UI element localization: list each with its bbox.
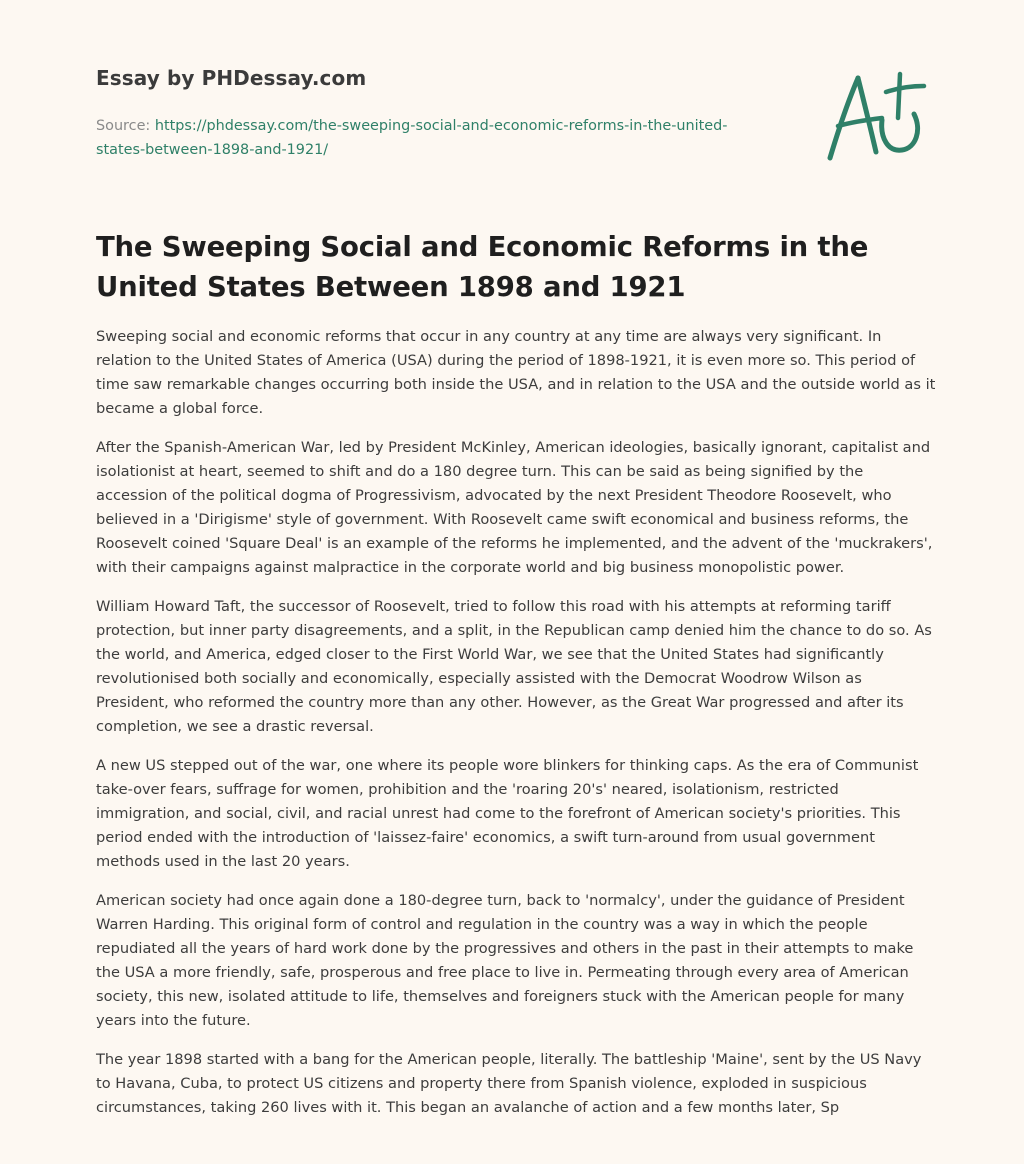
source-line <box>96 114 796 162</box>
brand-title: Essay by PHDessay.com <box>96 66 367 90</box>
source-link-line-2: states-between-1898-and-1921/ <box>96 142 329 158</box>
page-header <box>96 66 796 162</box>
paragraph: William Howard Taft, the successor of Roosevelt, tried to follow this road with his attempts at reforming tariff protection, but inner party disagreements, and a split, in the Republican camp denied him the chance to do so. As the world, and America, edged closer to the First World War, we see that the United States had significantly revolutionised both socially and economically, especially assisted with the Democrat Woodrow Wilson as President, who reformed the country more than any other. However, as the Great War progressed and after its completion, we see a drastic reversal. <box>96 598 932 735</box>
article-title: The Sweeping Social and Economic Reforms in the United States Between 1898 and 1921 <box>96 231 869 303</box>
paragraph: Sweeping social and economic reforms that occur in any country at any time are always very significant. In relation to the United States of America (USA) during the period of 1898-1921, it is even more so. This period of time saw remarkable changes occurring both inside the USA, and in relation to the USA and the outside world as it became a global force. <box>96 328 936 417</box>
a-plus-grade-icon <box>822 68 930 164</box>
source-link[interactable] <box>96 118 727 158</box>
paragraph: American society had once again done a 180-degree turn, back to 'normalcy', under the guidance of President Warren Harding. This original form of control and regulation in the country was a way in which the people repudiated all the years of hard work done by the progressives and others in the past in their attempts to make the USA a more friendly, safe, prosperous and free place to live in. Permeating through every area of American society, this new, isolated attitude to life, themselves and foreigners stuck with the American people for many years into the future. <box>96 892 914 1029</box>
paragraph: A new US stepped out of the war, one where its people wore blinkers for thinking caps. As the era of Communist take-over fears, suffrage for women, prohibition and the 'roaring 20's' neared, isolationism, restricted immigration, and social, civil, and racial unrest had come to the forefront of American society's priorities. This period ended with the introduction of 'laissez-faire' economics, a swift turn-around from usual government methods used in the last 20 years. <box>96 757 919 870</box>
paragraph: The year 1898 started with a bang for the American people, literally. The battleship 'Maine', sent by the US Navy to Havana, Cuba, to protect US citizens and property there from Spanish violence, exploded in suspicious circumstances, taking 260 lives with it. This began an avalanche of action and a few months later, Sp <box>96 1051 922 1116</box>
source-link-line-1: https://phdessay.com/the-sweeping-social-and-economic-reforms-in-the-united- <box>154 118 728 134</box>
paragraph: After the Spanish-American War, led by President McKinley, American ideologies, basically ignorant, capitalist and isolationist at heart, seemed to shift and do a 180 degree turn. This can be said as being signified by the accession of the political dogma of Progressivism, advocated by the next President Theodore Roosevelt, who believed in a 'Dirigisme' style of government. With Roosevelt came swift economical and business reforms, the Roosevelt coined 'Square Deal' is an example of the reforms he implemented, and the advent of the 'muckrakers', with their campaigns against malpractice in the corporate world and big business monopolistic power. <box>96 439 933 576</box>
article-body <box>96 325 936 1135</box>
source-label: Source: <box>96 118 151 134</box>
